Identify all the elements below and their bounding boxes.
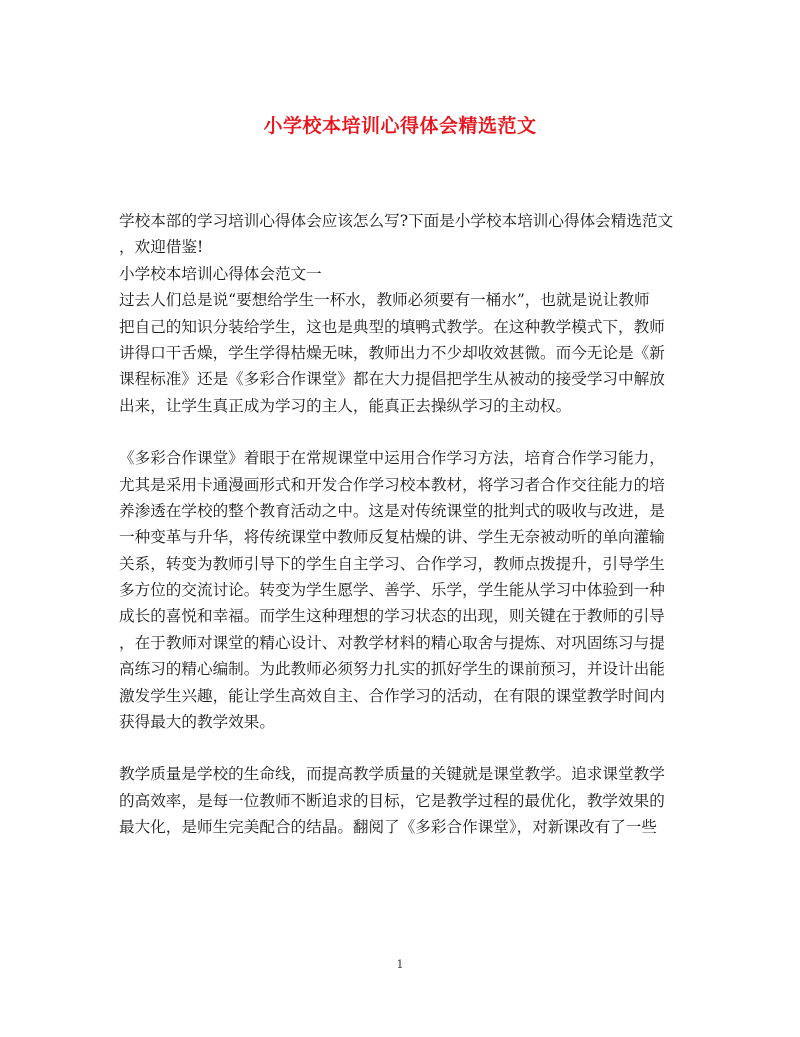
text-line: 关系，转变为教师引导下的学生自主学习、合作学习，教师点拨提升，引导学生 (119, 554, 665, 573)
text-line: 最大化，是师生完美配合的结晶。翻阅了《多彩合作课堂》，对新课改有了一些 (119, 818, 657, 837)
page-number: 1 (396, 958, 404, 971)
text-line: 尤其是采用卡通漫画形式和开发合作学习校本教材，将学习者合作交往能力的培 (119, 475, 665, 494)
text-line: 激发学生兴趣，能让学生高效自主、合作学习的活动，在有限的课堂教学时间内 (119, 686, 665, 705)
paragraph-spacer (119, 735, 681, 761)
text-line: 教学质量是学校的生命线，而提高教学质量的关键就是课堂教学。追求课堂教学 (119, 765, 665, 784)
text-line: 高练习的精心编制。为此教师必须努力扎实的抓好学生的课前预习，并设计出能 (119, 660, 665, 679)
paragraph-spacer (119, 419, 681, 445)
text-line: 把自己的知识分装给学生，这也是典型的填鸭式教学。在这种教学模式下，教师 (119, 317, 665, 336)
text-line: ，欢迎借鉴! (119, 238, 204, 257)
text-line: 出来，让学生真正成为学习的主人，能真正去操纵学习的主动权。 (119, 396, 572, 415)
document-title: 小学校本培训心得体会精选范文 (263, 115, 537, 137)
text-line: 讲得口干舌燥，学生学得枯燥无味，教师出力不少却收效甚微。而今无论是《新 (119, 343, 665, 362)
text-line: 过去人们总是说“要想给学生一杯水，教师必须要有一桶水”，也就是说让教师 (119, 291, 650, 310)
text-line: 学校本部的学习培训心得体会应该怎么写?下面是小学校本培训心得体会精选范文 (119, 212, 674, 230)
paragraph-1 (119, 287, 681, 419)
section-heading: 小学校本培训心得体会范文一 (119, 264, 322, 283)
paragraph-2 (119, 445, 681, 735)
text-line: 养渗透在学校的整个教育活动之中。这是对传统课堂的批判式的吸收与改进，是 (119, 501, 665, 520)
document-body (119, 208, 681, 841)
text-line: 课程标准》还是《多彩合作课堂》都在大力提倡把学生从被动的接受学习中解放 (119, 370, 665, 389)
text-line: 一种变革与升华，将传统课堂中教师反复枯燥的讲、学生无奈被动听的单向灌输 (119, 528, 665, 547)
text-line: ，在于教师对课堂的精心设计、对教学材料的精心取舍与提炼、对巩固练习与提 (119, 633, 665, 652)
text-line: 成长的喜悦和幸福。而学生这种理想的学习状态的出现，则关键在于教师的引导 (119, 607, 665, 626)
text-line: 的高效率，是每一位教师不断追求的目标，它是教学过程的最优化，教学效果的 (119, 791, 665, 810)
paragraph-3 (119, 761, 681, 840)
intro-paragraph (119, 208, 681, 261)
text-line: 《多彩合作课堂》着眼于在常规课堂中运用合作学习方法，培育合作学习能力， (119, 449, 665, 468)
text-line: 多方位的交流讨论。转变为学生愿学、善学、乐学，学生能从学习中体验到一种 (119, 581, 665, 600)
text-line: 获得最大的教学效果。 (119, 713, 275, 732)
